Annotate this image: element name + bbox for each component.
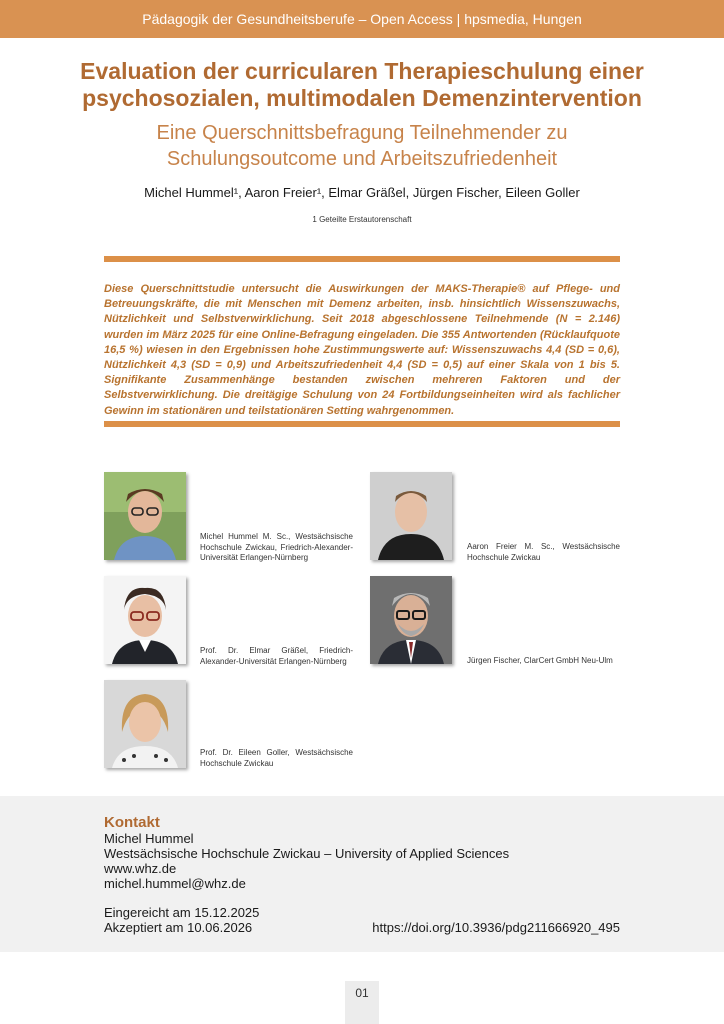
abstract-top-rule [104, 256, 620, 262]
author-caption-hummel: Michel Hummel M. Sc., Westsächsische Hochschule Zwickau, Friedrich-Alexander-Universität Erlangen-Nürnberg [200, 532, 353, 562]
page-number: 01 [345, 981, 379, 1024]
author-caption-fischer: Jürgen Fischer, ClarCert GmbH Neu-Ulm [467, 656, 613, 665]
accepted-date: Akzeptiert am 10.06.2026 [104, 920, 253, 935]
author-footnote: 1 Geteilte Erstautorenschaft [312, 215, 412, 224]
contact-website-link[interactable]: www.whz.de [104, 861, 177, 876]
journal-header-bar [0, 0, 724, 38]
author-caption-freier: Aaron Freier M. Sc., Westsächsische Hochschule Zwickau [467, 542, 620, 562]
author-photo-goller [104, 680, 186, 768]
contact-section [0, 796, 724, 952]
author-photo-hummel [104, 472, 186, 560]
article-title [60, 58, 664, 112]
title-line-2: psychosozialen, multimodalen Demenzintervention [82, 85, 642, 111]
doi-link[interactable]: https://doi.org/10.3936/pdg211666920_495 [372, 920, 620, 935]
submitted-date: Eingereicht am 15.12.2025 [104, 905, 260, 920]
article-subtitle [60, 120, 664, 172]
contact-heading: Kontakt [104, 814, 160, 831]
author-caption-goller: Prof. Dr. Eileen Goller, Westsächsische Hochschule Zwickau [200, 748, 353, 768]
abstract-text: Diese Querschnittstudie untersucht die Auswirkungen der MAKS-Therapie® auf Pflege- und Betreuungskräfte, die mit Menschen mit Demenz arbeiten, insb. hinsichtlich Wissenszuwachs, Nützlichkeit und Selbstverwirklichung. Seit 2018 abgeschlossene Teilnehmende (N = 2.146) wurden im März 2025 für eine Online-Befragung eingeladen. Die 355 Antwortenden (Rücklaufquote 16,5 %) wiesen in den Ergebnissen hohe Zustimmungswerte auf: Wissenszuwachs 4,4 (SD = 0,6), Nützlichkeit 4,3 (SD = 0,9) und Arbeitszufriedenheit 4,4 (SD = 0,5) auf einer Skala von 1 bis 5. Signifikante Zusammenhänge bestanden zwischen mehreren Faktoren und der Selbstverwirklichung. Die dreitägige Schulung von 24 Fortbildungseinheiten wird als fachlicher Gewinn im stationären und teilstationären Setting wahrgenommen. [104, 283, 620, 417]
title-line-1: Evaluation der curricularen Therapieschulung einer [80, 58, 644, 84]
contact-email-link[interactable]: michel.hummel@whz.de [104, 876, 246, 891]
author-photo-freier [370, 472, 452, 560]
contact-institution: Westsächsische Hochschule Zwickau – University of Applied Sciences [104, 846, 510, 861]
abstract-bottom-rule [104, 421, 620, 427]
author-photo-fischer [370, 576, 452, 664]
author-caption-graessel: Prof. Dr. Elmar Gräßel, Friedrich-Alexander-Universität Erlangen-Nürnberg [200, 646, 353, 666]
author-list: Michel Hummel¹, Aaron Freier¹, Elmar Gräßel, Jürgen Fischer, Eileen Goller [144, 185, 580, 200]
subtitle-line-2: Schulungsoutcome und Arbeitszufriedenheit [166, 148, 558, 170]
author-photo-graessel [104, 576, 186, 664]
subtitle-line-1: Eine Querschnittsbefragung Teilnehmender zu [156, 122, 568, 144]
contact-name: Michel Hummel [104, 831, 194, 846]
journal-name: Pädagogik der Gesundheitsberufe – Open Access | hpsmedia, Hungen [142, 11, 582, 27]
